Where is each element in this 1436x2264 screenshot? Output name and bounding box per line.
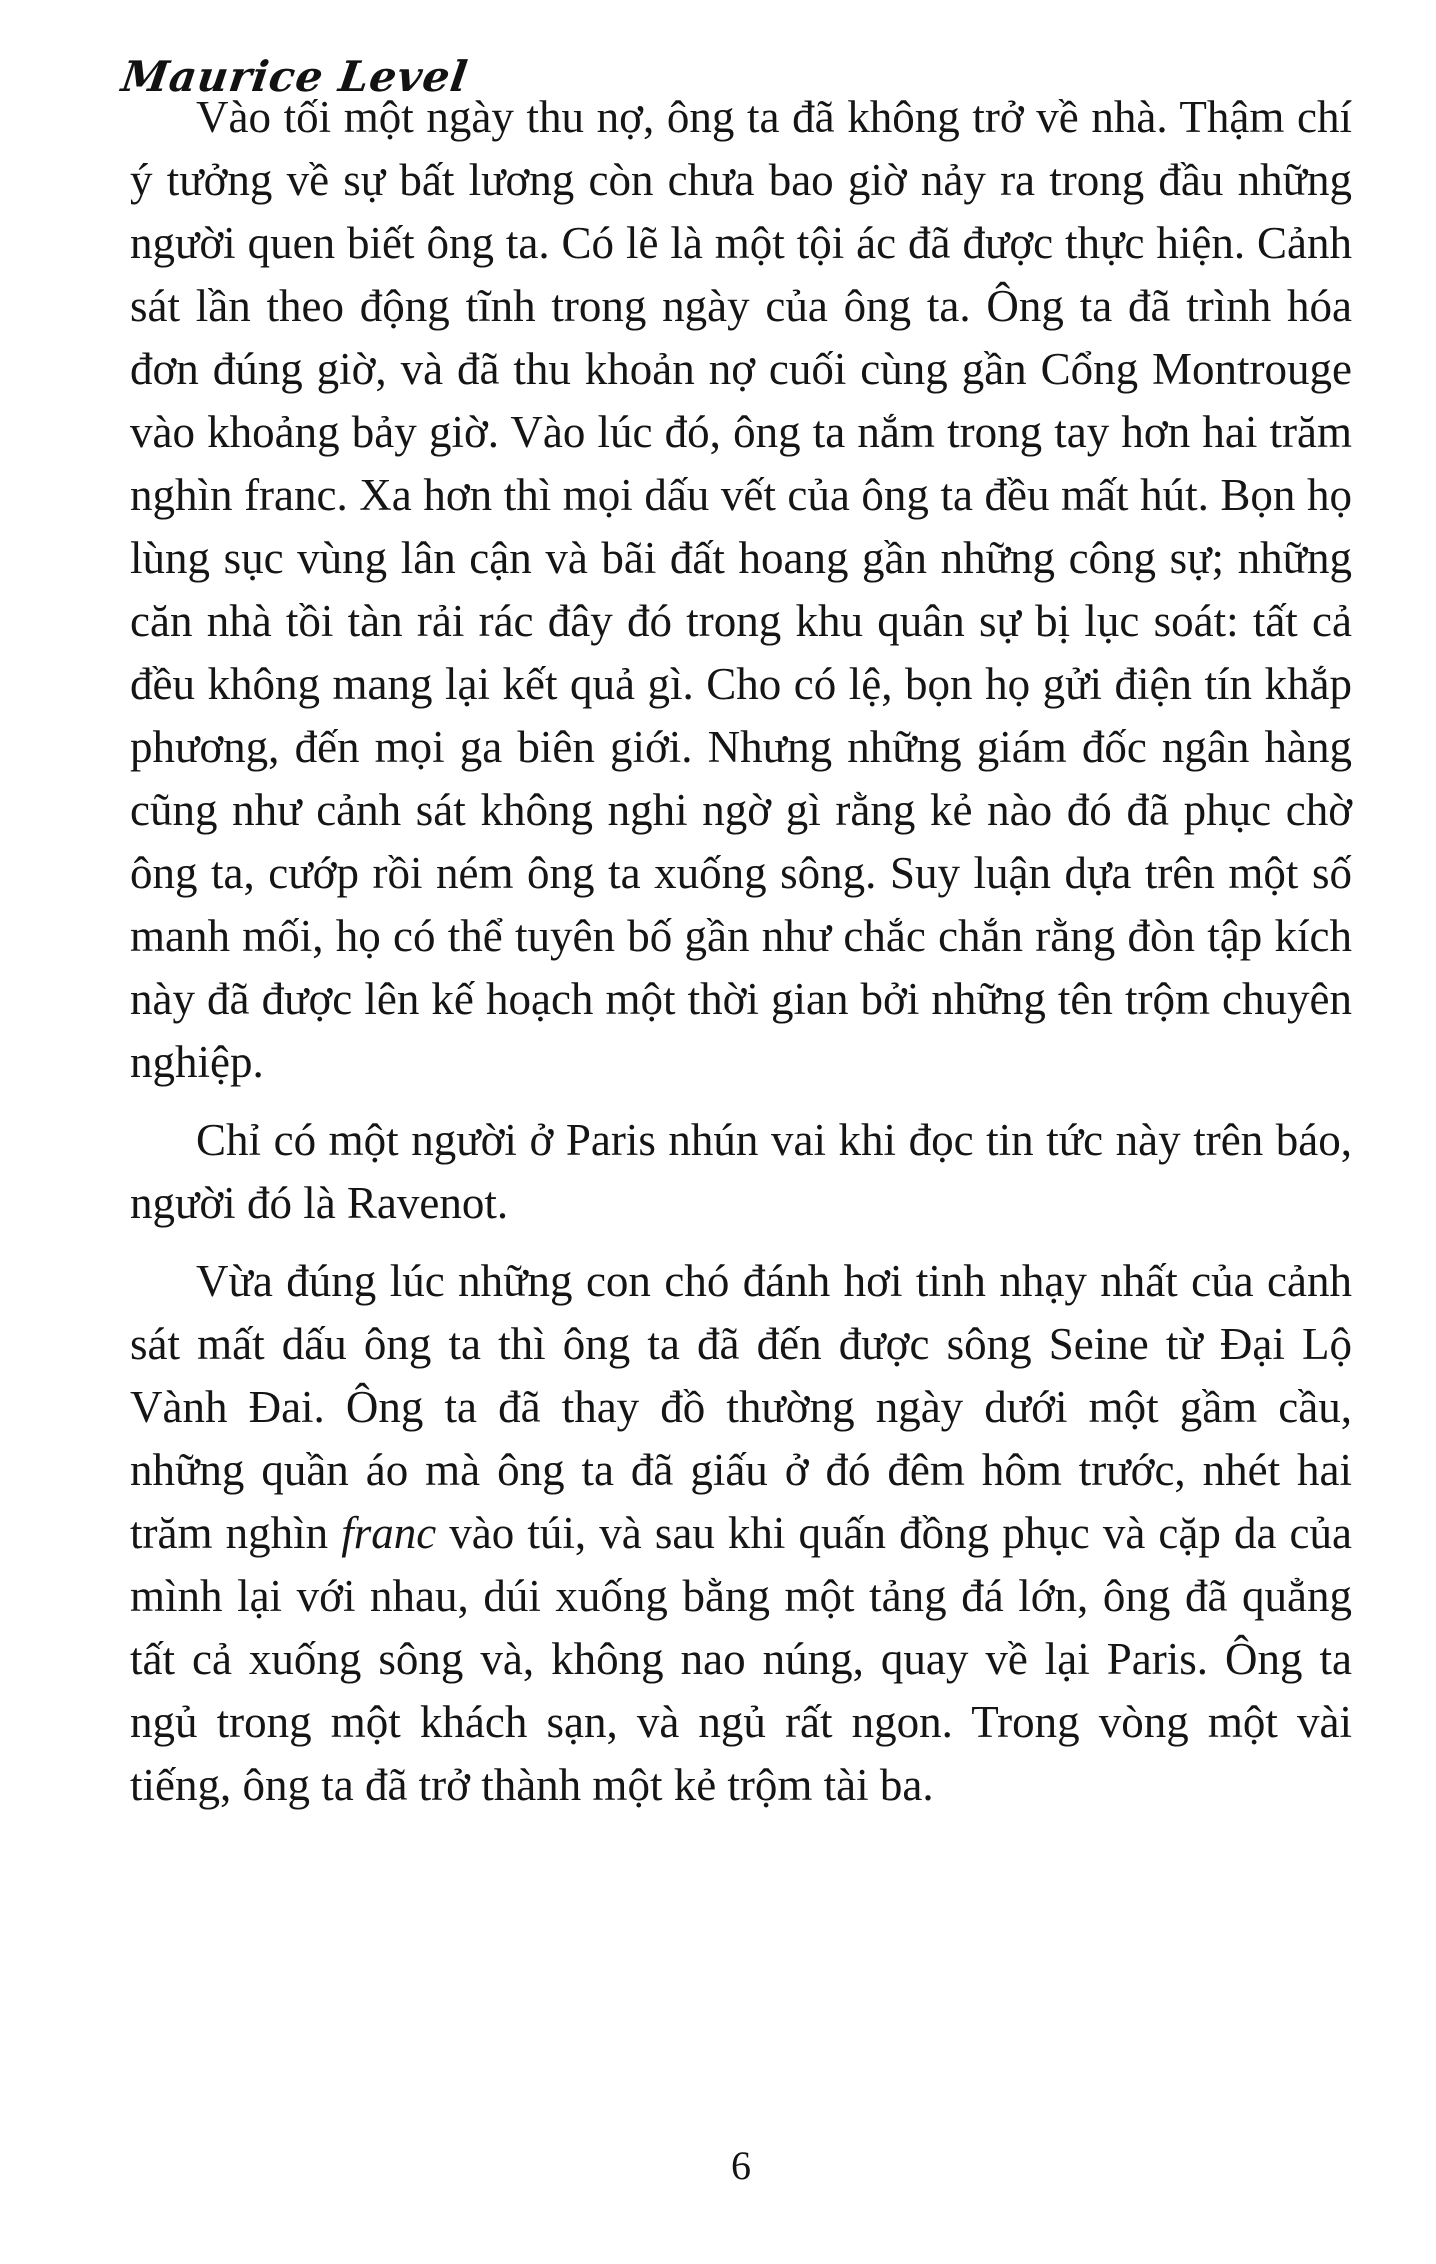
franc-italic-term: franc — [341, 1508, 437, 1558]
paragraph-3-text-before: Vừa đúng lúc những con chó đánh hơi tinh nhạy nhất của cảnh sát mất dấu ông ta thì ông ta đã đến được sông Seine từ Đại Lộ Vành Đai. Ông ta đã thay đồ thường ngày dưới một gầm cầu, những quần áo mà ông ta đã giấu ở đó đêm hôm trước, nhét hai trăm nghìn — [130, 1256, 1352, 1558]
page-body — [130, 86, 1352, 1817]
paragraph-1: Vào tối một ngày thu nợ, ông ta đã không trở về nhà. Thậm chí ý tưởng về sự bất lương còn chưa bao giờ nảy ra trong đầu những người quen biết ông ta. Có lẽ là một tội ác đã được thực hiện. Cảnh sát lần theo động tĩnh trong ngày của ông ta. Ông ta đã trình hóa đơn đúng giờ, và đã thu khoản nợ cuối cùng gần Cổng Montrouge vào khoảng bảy giờ. Vào lúc đó, ông ta nắm trong tay hơn hai trăm nghìn franc. Xa hơn thì mọi dấu vết của ông ta đều mất hút. Bọn họ lùng sục vùng lân cận và bãi đất hoang gần những công sự; những căn nhà tồi tàn rải rác đây đó trong khu quân sự bị lục soát: tất cả đều không mang lại kết quả gì. Cho có lệ, bọn họ gửi điện tín khắp phương, đến mọi ga biên giới. Nhưng những giám đốc ngân hàng cũng như cảnh sát không nghi ngờ gì rằng kẻ nào đó đã phục chờ ông ta, cướp rồi ném ông ta xuống sông. Suy luận dựa trên một số manh mối, họ có thể tuyên bố gần như chắc chắn rằng đòn tập kích này đã được lên kế hoạch một thời gian bởi những tên trộm chuyên nghiệp. — [130, 92, 1352, 1087]
page-number: 6 — [731, 2143, 751, 2188]
paragraph-3-text-after: vào túi, và sau khi quấn đồng phục và cặp da của mình lại với nhau, dúi xuống bằng một tảng đá lớn, ông đã quẳng tất cả xuống sông và, không nao núng, quay về lại Paris. Ông ta ngủ trong một khách sạn, và ngủ rất ngon. Trong vòng một vài tiếng, ông ta đã trở thành một kẻ trộm tài ba. — [130, 1508, 1352, 1810]
paragraph-2: Chỉ có một người ở Paris nhún vai khi đọc tin tức này trên báo, người đó là Ravenot. — [130, 1115, 1352, 1228]
paragraph-3 — [130, 1250, 1352, 1817]
author-header: Maurice Level — [118, 52, 472, 101]
